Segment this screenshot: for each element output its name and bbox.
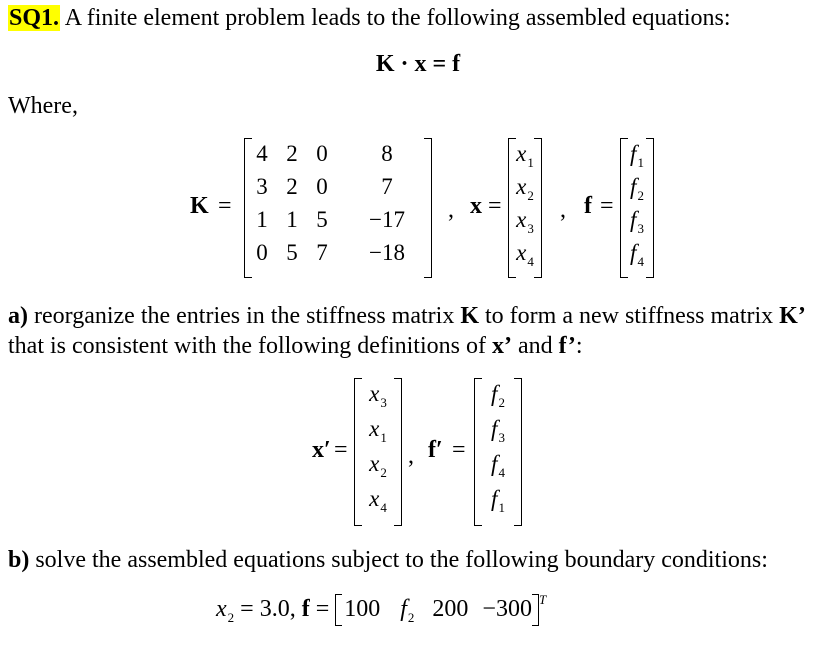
- x-vector: [508, 138, 542, 278]
- xprime-entry-sub: 1: [380, 430, 387, 445]
- f-entry-var: f: [630, 240, 637, 265]
- k-cell: 7: [381, 174, 393, 199]
- xprime-entry-sub: 4: [380, 500, 387, 515]
- xprime-entry-var: x: [369, 381, 380, 406]
- f-entry-sub: 3: [637, 221, 644, 236]
- fprime-label: f′: [428, 437, 443, 463]
- problem-label: SQ1.: [9, 5, 60, 31]
- x-entry-var: x: [516, 174, 527, 199]
- bc-bracket-left: [335, 594, 342, 626]
- f-entry-sub: 1: [637, 155, 644, 170]
- k-cell: 1: [286, 207, 298, 232]
- xprime-entry: [354, 417, 402, 444]
- fprime-entry-sub: 2: [498, 395, 505, 410]
- k-matrix: [244, 138, 432, 278]
- fprime-entry-var: f: [491, 451, 498, 476]
- x-entry-sub: 3: [527, 221, 534, 236]
- k-cell: 5: [316, 207, 328, 232]
- problem-intro: A finite element problem leads to the following assembled equations:: [60, 5, 731, 31]
- f-vector: [620, 138, 654, 278]
- comma-1: ,: [448, 197, 454, 223]
- boundary-conditions: [216, 594, 546, 627]
- xprime-entry-var: x: [369, 486, 380, 511]
- k-cell: 1: [256, 207, 268, 232]
- x-entry: [508, 142, 542, 169]
- fprime-entry-var: f: [491, 486, 498, 511]
- x-equals: =: [488, 193, 502, 219]
- bc-f-entry-2: f: [400, 596, 407, 622]
- part-a-text1: reorganize the entries in the stiffness matrix: [28, 303, 461, 329]
- where-label: Where,: [8, 93, 78, 119]
- part-a-label: a): [8, 303, 28, 329]
- xprime-entry-var: x: [369, 416, 380, 441]
- comma-3: ,: [408, 443, 414, 469]
- k-cell: −18: [369, 240, 405, 265]
- fprime-entry: [474, 487, 522, 514]
- f-entry-var: f: [630, 174, 637, 199]
- f-entry-sub: 4: [637, 254, 644, 269]
- xprime-entry-sub: 2: [380, 465, 387, 480]
- bc-bracket-right: [532, 594, 539, 626]
- fprime-entry-var: f: [491, 416, 498, 441]
- bc-f-entry-3: 200: [432, 596, 469, 622]
- x-entry-sub: 2: [527, 188, 534, 203]
- x-entry: [508, 208, 542, 235]
- k-cell: 0: [256, 240, 268, 265]
- bc-x2-value: = 3.0,: [234, 596, 302, 622]
- part-b-label: b): [8, 547, 30, 573]
- k-equals: =: [218, 193, 232, 219]
- bc-x2-var: x: [216, 596, 227, 622]
- problem-statement: [8, 4, 731, 32]
- x-entry: [508, 175, 542, 202]
- f-equals: =: [600, 193, 614, 219]
- k-label: K: [190, 193, 209, 219]
- k-cell: 7: [316, 240, 328, 265]
- bc-f-entry-2-sub: 2: [407, 610, 415, 625]
- fprime-entry: [474, 452, 522, 479]
- bc-transpose: T: [538, 592, 547, 607]
- xprime-entry: [354, 452, 402, 479]
- x-entry-sub: 1: [527, 155, 534, 170]
- bc-f-entry-4: −300: [482, 596, 532, 622]
- xprime-entry: [354, 382, 402, 409]
- k-cell: 0: [316, 141, 328, 166]
- comma-2: ,: [560, 197, 566, 223]
- x-entry: [508, 241, 542, 268]
- k-cell: 8: [381, 141, 393, 166]
- fprime-entry-sub: 4: [498, 465, 505, 480]
- f-entry: [620, 142, 654, 169]
- bc-f-equals: =: [309, 596, 336, 622]
- x-entry-var: x: [516, 141, 527, 166]
- k-cell: 0: [316, 174, 328, 199]
- fprime-equals: =: [452, 437, 466, 463]
- f-entry-sub: 2: [637, 188, 644, 203]
- part-a-colon: :: [575, 333, 583, 359]
- xprime-entry: [354, 487, 402, 514]
- k-bracket-right: [424, 138, 432, 278]
- main-equation: K · x = f: [375, 51, 461, 77]
- part-a-line1: [8, 302, 806, 330]
- xprime-vector: [354, 378, 402, 526]
- part-a-kprime: K’: [779, 303, 806, 329]
- k-cell: 2: [286, 141, 298, 166]
- part-a-fprime: f’: [558, 333, 576, 359]
- f-label: f: [584, 193, 592, 219]
- xprime-equals: =: [334, 437, 348, 463]
- fprime-entry-var: f: [491, 381, 498, 406]
- part-a-and: and: [511, 333, 559, 359]
- k-cell: 4: [256, 141, 268, 166]
- x-entry-var: x: [516, 240, 527, 265]
- fprime-vector: [474, 378, 522, 526]
- xprime-entry-sub: 3: [380, 395, 387, 410]
- part-a-text2: to form a new stiffness matrix: [479, 303, 780, 329]
- fprime-entry: [474, 382, 522, 409]
- f-entry: [620, 241, 654, 268]
- x-entry-sub: 4: [527, 254, 534, 269]
- fprime-entry-sub: 1: [498, 500, 505, 515]
- part-a-text3: that is consistent with the following definitions of: [8, 333, 492, 359]
- bc-x2-sub: 2: [227, 610, 235, 625]
- k-cell: −17: [369, 207, 405, 232]
- part-a-xprime: x’: [491, 333, 512, 359]
- f-entry-var: f: [630, 207, 637, 232]
- fprime-entry: [474, 417, 522, 444]
- part-a-line2: [8, 332, 583, 360]
- bc-f-name: f: [301, 596, 310, 622]
- k-cell: 5: [286, 240, 298, 265]
- x-entry-var: x: [516, 207, 527, 232]
- k-cell: 3: [256, 174, 268, 199]
- xprime-entry-var: x: [369, 451, 380, 476]
- f-entry: [620, 175, 654, 202]
- fprime-entry-sub: 3: [498, 430, 505, 445]
- xprime-label: x′: [312, 437, 331, 463]
- f-entry: [620, 208, 654, 235]
- x-label: x: [470, 193, 482, 219]
- bc-f-entry-1: 100: [344, 596, 381, 622]
- f-entry-var: f: [630, 141, 637, 166]
- k-cell: 2: [286, 174, 298, 199]
- part-b-line: [8, 546, 768, 574]
- part-b-text: solve the assembled equations subject to the following boundary conditions:: [29, 547, 768, 573]
- part-a-k: K: [460, 303, 479, 329]
